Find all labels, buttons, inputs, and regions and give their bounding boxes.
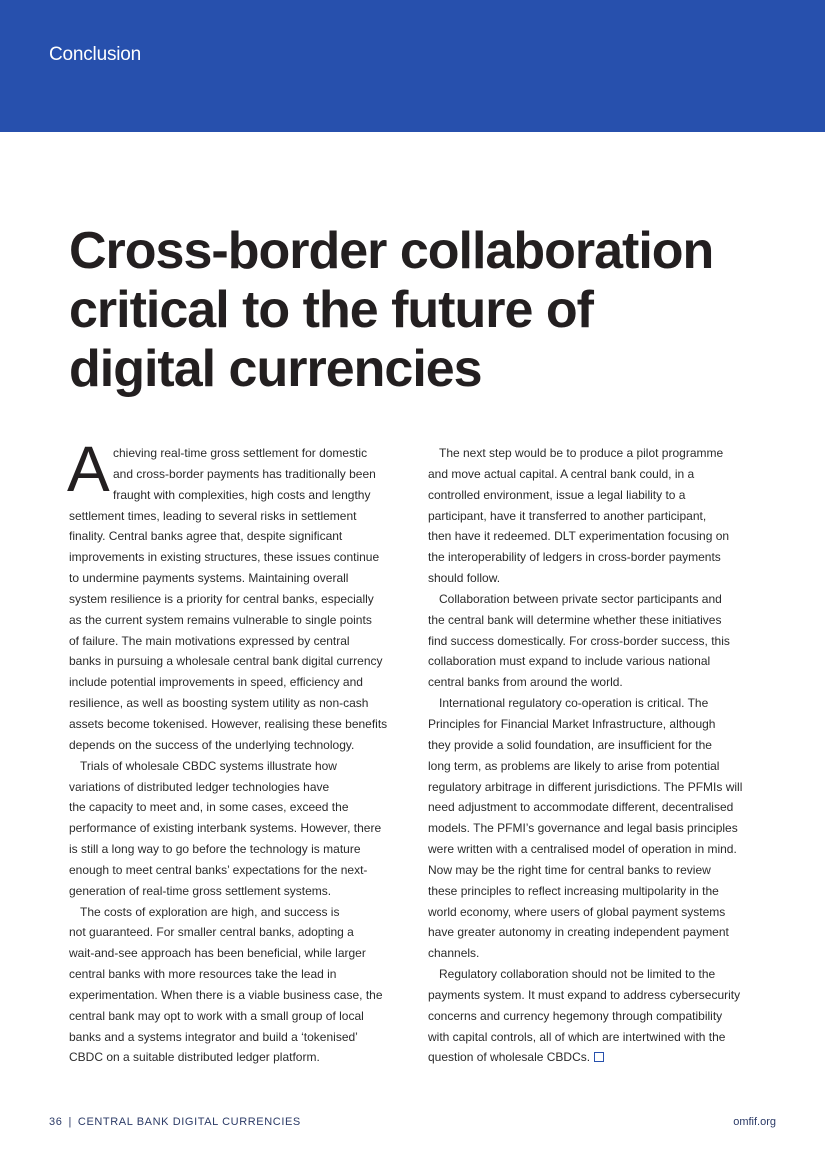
final-line <box>428 1047 760 1068</box>
headline-line: digital currencies <box>69 340 482 398</box>
footer-separator: | <box>68 1116 72 1128</box>
body-line: International regulatory co-operation is critical. The <box>439 696 709 711</box>
body-line: generation of real-time gross settlement systems. <box>69 883 332 898</box>
body-line: the central bank will determine whether these initiatives <box>428 612 722 627</box>
body-line: wait-and-see approach has been beneficial, while larger <box>69 946 366 961</box>
body-line: system resilience is a priority for central banks, especially <box>69 591 374 606</box>
website-link[interactable]: omfif.org <box>733 1116 776 1128</box>
body-line: resilience, as well as boosting system utility as non-cash <box>69 696 369 711</box>
footer-left <box>49 1116 301 1128</box>
body-line: Regulatory collaboration should not be limited to the <box>439 967 716 982</box>
body-line: of failure. The main motivations expressed by central <box>69 633 350 648</box>
left-column <box>67 433 399 1068</box>
section-label: Conclusion <box>49 44 141 65</box>
body-line: as the current system remains vulnerable to single points <box>69 612 372 627</box>
body-line: find success domestically. For cross-border success, this <box>428 633 730 648</box>
body-line: world economy, where users of global payment systems <box>428 904 726 919</box>
body-line: depends on the success of the underlying technology. <box>69 737 355 752</box>
body-line: experimentation. When there is a viable business case, the <box>69 987 383 1002</box>
drop-cap: A <box>67 433 110 505</box>
body-line: central banks from around the world. <box>428 675 623 690</box>
headline-line: critical to the future of <box>69 281 593 339</box>
body-line: have greater autonomy in creating independent payment <box>428 925 729 940</box>
body-line: Now may be the right time for central banks to review <box>428 862 711 877</box>
body-line: enough to meet central banks’ expectations for the next- <box>69 862 368 877</box>
body-line: fraught with complexities, high costs and lengthy <box>113 487 371 502</box>
page-headline <box>69 222 789 399</box>
body-line: and move actual capital. A central bank could, in a <box>428 466 695 481</box>
body-line: the interoperability of ledgers in cross-border payments <box>428 550 721 565</box>
body-line: need adjustment to accommodate different, decentralised <box>428 800 734 815</box>
body-line: performance of existing interbank systems. However, there <box>69 821 382 836</box>
body-line: then have it redeemed. DLT experimentation focusing on <box>428 529 730 544</box>
body-line: question of wholesale CBDCs. <box>428 1050 591 1065</box>
body-line: Principles for Financial Market Infrastructure, although <box>428 716 716 731</box>
body-line: should follow. <box>428 571 501 586</box>
header-banner <box>0 0 825 132</box>
body-line: finality. Central banks agree that, despite significant <box>69 529 343 544</box>
body-line: channels. <box>428 946 480 961</box>
body-line: models. The PFMI’s governance and legal basis principles <box>428 821 738 836</box>
body-line: were written with a centralised model of operation in mind. <box>428 842 737 857</box>
body-line: The costs of exploration are high, and success is <box>80 904 340 919</box>
body-line: collaboration must expand to include various national <box>428 654 711 669</box>
body-line: with capital controls, all of which are intertwined with the <box>428 1029 726 1044</box>
body-line: chieving real-time gross settlement for domestic <box>113 446 368 460</box>
headline-line: Cross-border collaboration <box>69 222 714 280</box>
body-line: long term, as problems are likely to arise from potential <box>428 758 720 773</box>
body-line: participant, have it transferred to another participant, <box>428 508 707 523</box>
page-number: 36 <box>49 1116 63 1128</box>
body-line: central banks with more resources take the lead in <box>69 967 337 982</box>
body-line: concerns and currency hegemony through compatibility <box>428 1008 723 1023</box>
body-line: Collaboration between private sector participants and <box>439 591 722 606</box>
body-line: not guaranteed. For smaller central banks, adopting a <box>69 925 354 940</box>
body-line: banks and a systems integrator and build a ‘tokenised’ <box>69 1029 358 1044</box>
body-line: the capacity to meet and, in some cases, exceed the <box>69 800 349 815</box>
drop-cap-block <box>67 433 399 506</box>
body-line: variations of distributed ledger technologies have <box>69 779 330 794</box>
body-line: is still a long way to go before the technology is mature <box>69 842 361 857</box>
publication-title: CENTRAL BANK DIGITAL CURRENCIES <box>77 1116 301 1128</box>
body-line: controlled environment, issue a legal liability to a <box>428 487 686 502</box>
body-line: to undermine payments systems. Maintaining overall <box>69 571 349 586</box>
body-line: regulatory arbitrage in different jurisdictions. The PFMIs will <box>428 779 743 794</box>
body-line: improvements in existing structures, these issues continue <box>69 550 380 565</box>
body-line: Trials of wholesale CBDC systems illustrate how <box>80 758 337 773</box>
body-line: payments system. It must expand to address cybersecurity <box>428 987 741 1002</box>
body-line: include potential improvements in speed, efficiency and <box>69 675 363 690</box>
body-line: banks in pursuing a wholesale central bank digital currency <box>69 654 383 669</box>
body-line: and cross-border payments has traditionally been <box>113 466 376 481</box>
body-line: CBDC on a suitable distributed ledger platform. <box>69 1050 320 1065</box>
body-line: central bank may opt to work with a small group of local <box>69 1008 364 1023</box>
body-line: they provide a solid foundation, are insufficient for the <box>428 737 712 752</box>
body-line: these principles to reflect increasing multipolarity in the <box>428 883 719 898</box>
end-of-article-square-icon <box>594 1052 604 1062</box>
body-line: The next step would be to produce a pilot programme <box>439 446 724 460</box>
body-line: settlement times, leading to several risks in settlement <box>69 508 357 523</box>
body-line: assets become tokenised. However, realising these benefits <box>69 716 388 731</box>
right-column <box>428 443 760 1068</box>
